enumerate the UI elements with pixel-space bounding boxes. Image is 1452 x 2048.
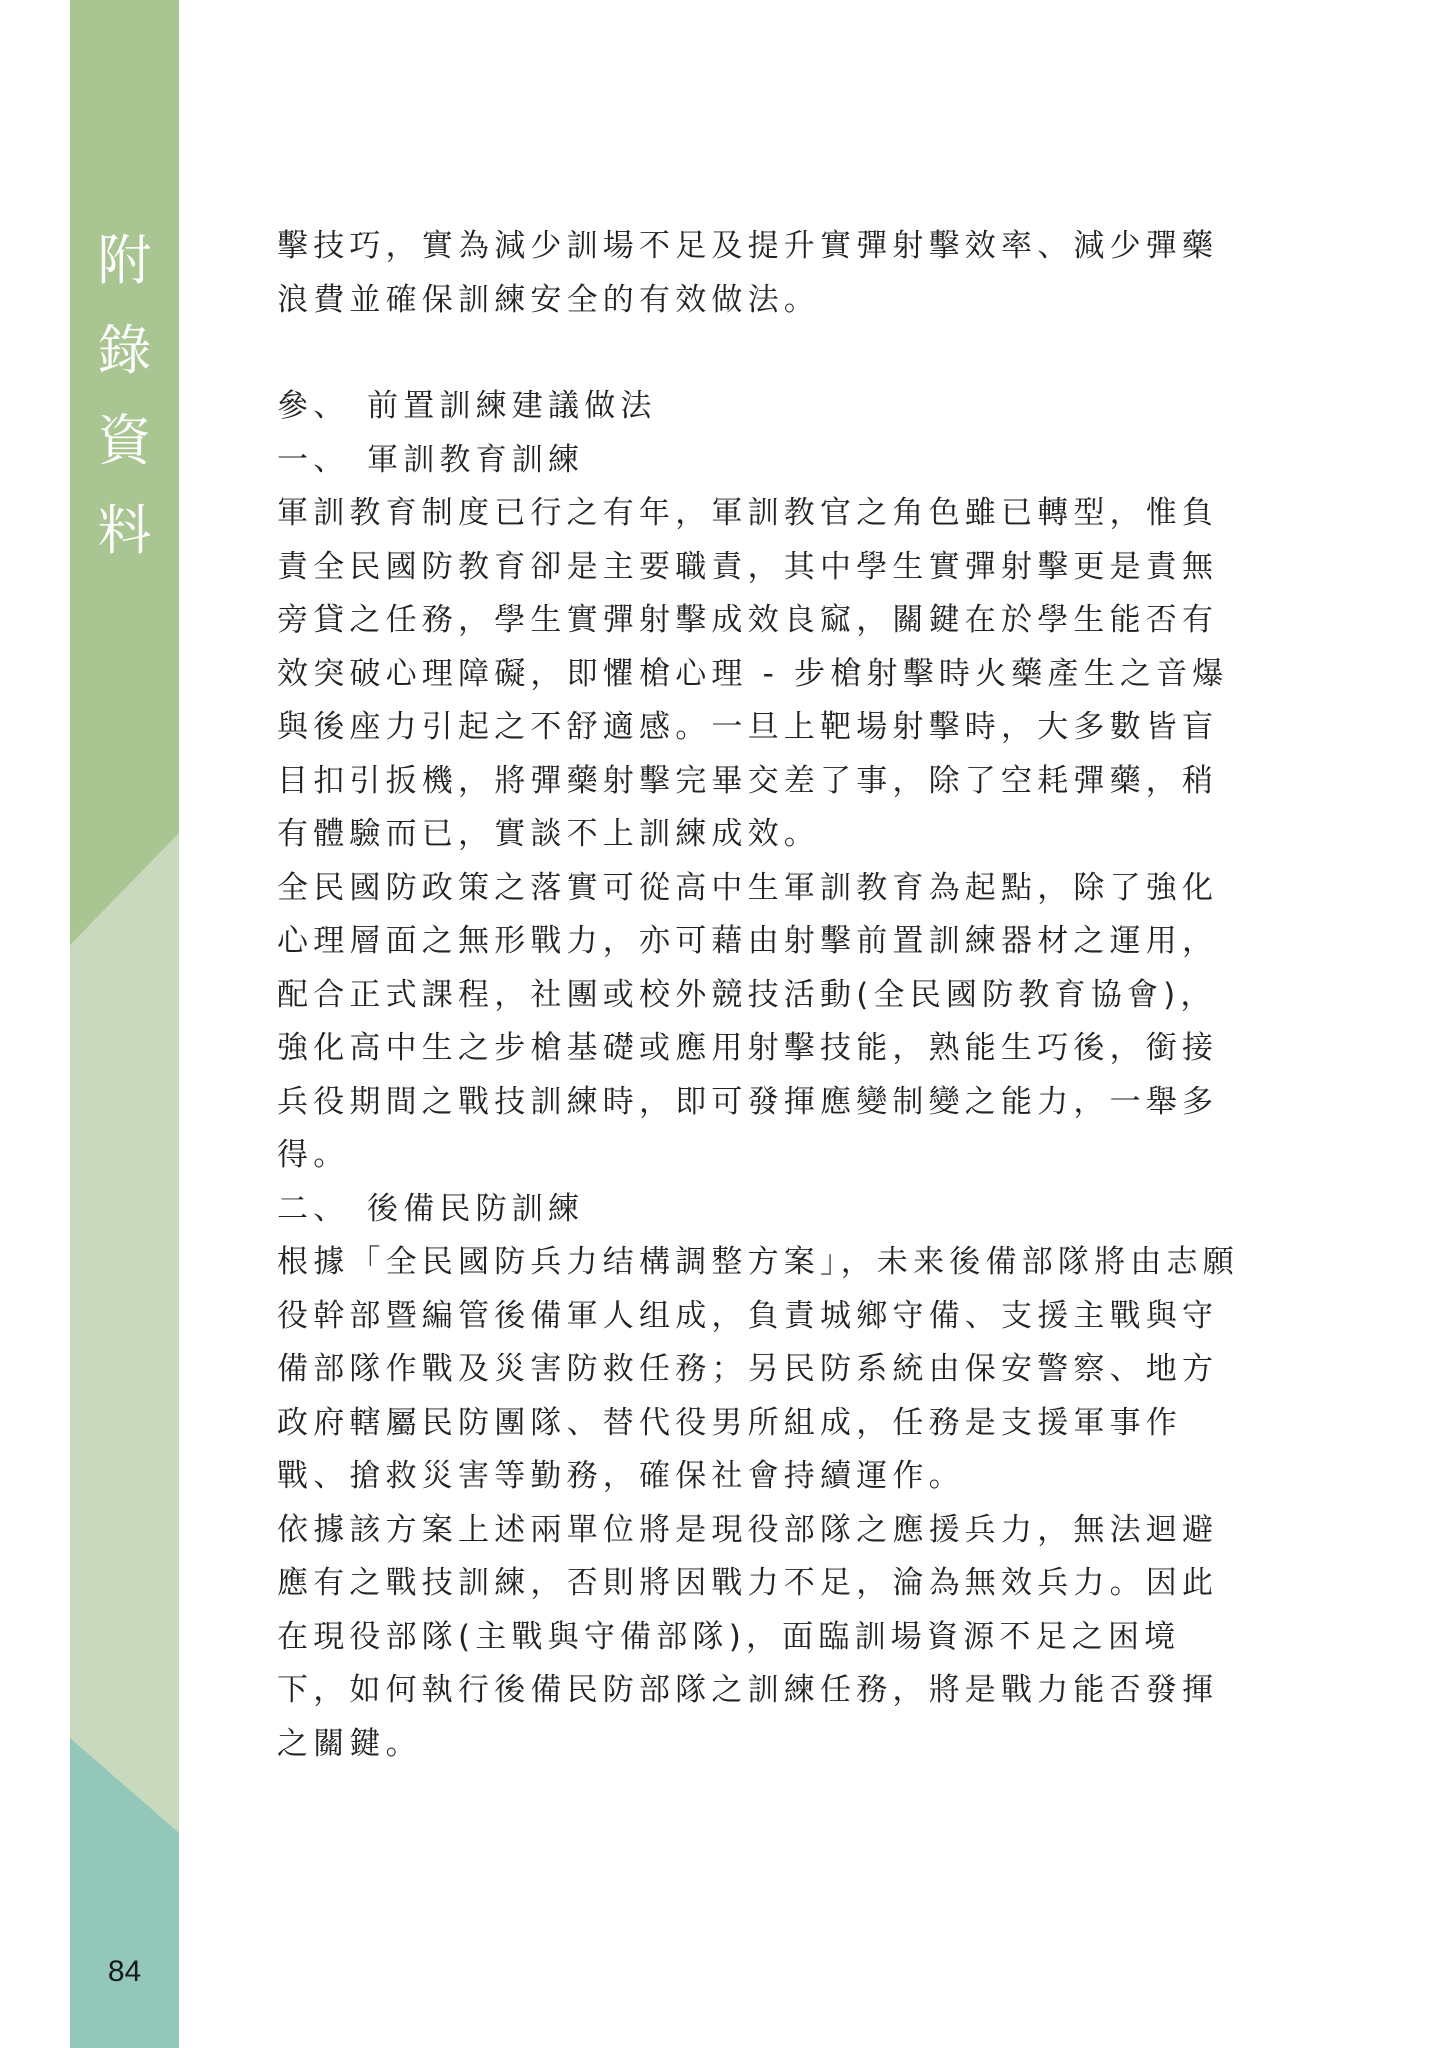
body-paragraph: 依據該方案上述兩單位將是現役部隊之應援兵力，無法迴避應有之戰技訓練，否則將因戰力不足，淪為無效兵力。因此在現役部隊(主戰與守備部隊)，面臨訓場資源不足之困境下，如何執行後備民防部隊之訓練任務，將是戰力能否發揮之關鍵。: [277, 1511, 1219, 1762]
section-heading: [277, 380, 1247, 434]
side-title-char: 錄: [97, 319, 152, 382]
section-title: 前置訓練建議做法: [367, 388, 657, 424]
subsection-title: 軍訓教育訓練: [367, 441, 585, 478]
side-title-char: 料: [97, 499, 152, 562]
body-paragraph: 根據「全民國防兵力结構調整方案」，未来後備部隊將由志願役幹部暨編管後備軍人组成，負責城鄉守備、支援主戰與守備部隊作戰及災害防救任務；另民防系統由保安警察、地方政府轄屬民防團隊、替代役男所組成，任務是支援軍事作戰、搶救災害等勤務，確保社會持續運作。: [277, 1244, 1239, 1494]
intro-paragraph: 擊技巧，實為減少訓場不足及提升實彈射擊效率、減少彈藥浪費並確保訓練安全的有效做法。: [277, 228, 1219, 318]
section-number: 參、: [277, 388, 350, 424]
subsection-number: 二、: [277, 1190, 350, 1227]
side-title-char: 資: [97, 409, 152, 472]
page-content: [277, 220, 1247, 1771]
body-paragraph: 軍訓教育制度已行之有年，軍訓教官之角色雖已轉型，惟負責全民國防教育卻是主要職責，其中學生實彈射擊更是責無旁貸之任務，學生實彈射擊成效良窳，關鍵在於學生能否有效突破心理障礙，即懼槍心理 - 步槍射擊時火藥產生之音爆與後座力引起之不舒適感。一旦上靶場射擊時，大多數皆盲目扣引扳機，將彈藥射擊完畢交差了事，除了空耗彈藥，稍有體驗而已，實談不上訓練成效。: [277, 495, 1229, 852]
body-paragraph: 全民國防政策之落實可從高中生軍訓教育為起點，除了強化心理層面之無形戰力，亦可藉由射擊前置訓練器材之運用，配合正式課程，社團或校外競技活動(全民國防教育協會)，強化高中生之步槍基礎或應用射擊技能，熟能生巧後，銜接兵役期間之戰技訓練時，即可發揮應變制變之能力，一舉多得。: [277, 869, 1219, 1173]
subsection-heading: [277, 434, 1247, 488]
subsection-heading: [277, 1183, 1247, 1237]
side-title-char: 附: [97, 229, 152, 292]
subsection-title: 後備民防訓練: [367, 1190, 585, 1227]
page-number: 84: [107, 1955, 142, 1988]
section-tab-title: [70, 216, 179, 576]
spacer: [277, 327, 1247, 380]
subsection-number: 一、: [277, 441, 350, 478]
